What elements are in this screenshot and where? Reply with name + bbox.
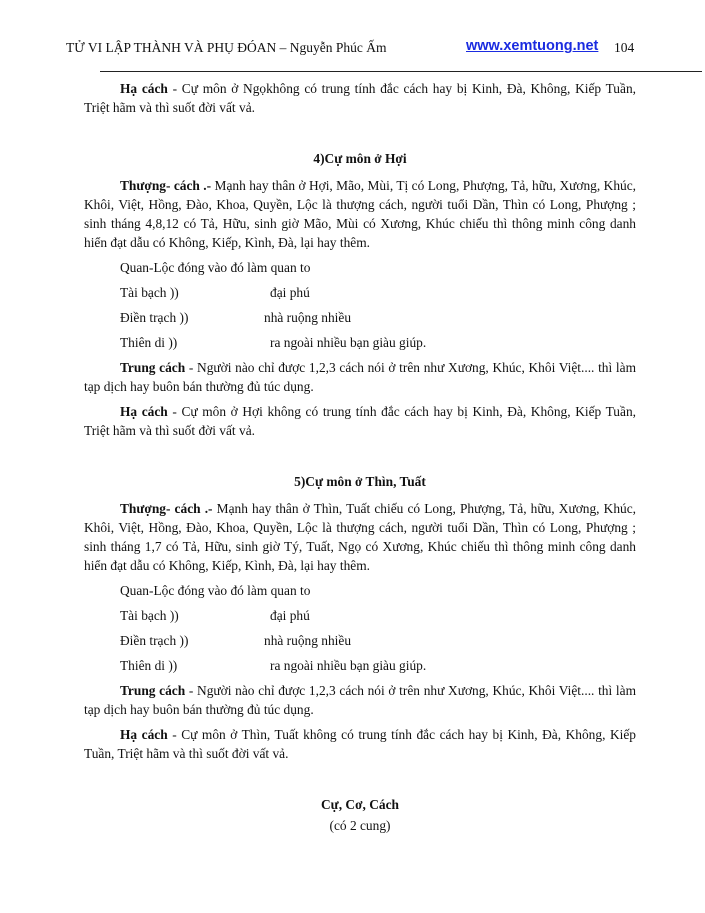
paragraph-lead: Thượng- cách .- [120,178,212,193]
list-item [120,333,636,352]
list-item [120,606,636,625]
list-item-value: ra ngoài nhiều bạn giàu giúp. [270,658,427,673]
list-item-label: Thiên di )) [120,335,178,350]
list-item-value: ra ngoài nhiều bạn giàu giúp. [270,335,427,350]
page-number: 104 [614,40,635,55]
list-item-value: đại phú [270,285,310,300]
list-item [120,308,636,327]
paragraph [84,79,636,117]
paragraph-text: Mạnh hay thân ở Thìn, Tuất chiếu có Long, Phượng, Tả, hữu, Xương, Khúc, Khôi, Việt, Hồng, Đào, Khoa, Quyền, Lộc là thượng cách, người tuổi Dần, Thìn có Long, Phượng ; sinh tháng 1,7 có Tả, Hữu, sinh giờ Tý, Tuất, Ngọ có Xương, Khúc chiếu thì thông minh công danh hiển đạt dẫu có Không, Kiếp, Kình, Đà, lại hay thêm. [84,501,637,573]
list-item-value: nhà ruộng nhiều [264,310,352,325]
page-header [48,40,648,62]
paragraph-lead: Thượng- cách .- [120,501,213,516]
document-body [84,79,636,835]
paragraph-lead: Hạ cách [120,81,168,96]
list-item-label: Điền trạch )) [120,310,189,325]
section-heading: Cự, Cơ, Cách [321,797,399,812]
paragraph-text: - Cự môn ở Hợi không có trung tính đắc cách hay bị Kinh, Đà, Không, Kiếp Tuần, Triệt hãm và thì suốt đời vất vả. [84,404,636,438]
header-divider [100,71,702,72]
paragraph-text: - Cự môn ở Ngọkhông có trung tính đắc cách hay bị Kinh, Đà, Không, Kiếp Tuần, Triệt hãm và thì suốt đời vất vả. [84,81,636,115]
paragraph-text: Mạnh hay thân ở Hợi, Mão, Mùi, Tị có Long, Phượng, Tả, hữu, Xương, Khúc, Khôi, Việt, Hồng, Đào, Khoa, Quyền, Lộc là thượng cách, người tuổi Dần, Thìn có Long, Phượng ; sinh tháng 4,8,12 có Tả, Hữu, sinh giờ Mão, Mùi có Xương, Khúc chiếu thì thông minh công danh hiển đạt dẫu có Không, Kiếp, Kình, Đà, lại hay thêm. [84,178,637,250]
paragraph [84,176,636,252]
document-title: TỬ VI LẬP THÀNH VÀ PHỤ ĐÓAN – Nguyễn Phúc Ấm [66,40,387,55]
list-item-label: Tài bạch )) [120,285,179,300]
section-heading: 4)Cự môn ở Hợi [313,151,407,166]
list-item-value: nhà ruộng nhiều [264,633,352,648]
paragraph-lead: Trung cách [120,360,186,375]
text-line: Quan-Lộc đóng vào đó làm quan to [120,583,311,598]
section-heading: 5)Cự môn ở Thìn, Tuất [294,474,426,489]
list-item-label: Thiên di )) [120,658,178,673]
paragraph-text: - Cự môn ở Thìn, Tuất không có trung tính đắc cách hay bị Kinh, Đà, Không, Kiếp Tuần, Triệt hãm và thì suốt đời vất vả. [84,727,636,761]
paragraph-text: - Người nào chỉ được 1,2,3 cách nói ở trên như Xương, Khúc, Khôi Việt.... thì làm tạp dịch hay buôn bán thường đủ túc dụng. [84,360,636,394]
list-item [120,283,636,302]
paragraph-lead: Hạ cách [120,404,168,419]
list-item-value: đại phú [270,608,310,623]
paragraph-text: - Người nào chỉ được 1,2,3 cách nói ở trên như Xương, Khúc, Khôi Việt.... thì làm tạp dịch hay buôn bán thường đủ túc dụng. [84,683,636,717]
paragraph [84,358,636,396]
paragraph-lead: Hạ cách [120,727,168,742]
text-line: Quan-Lộc đóng vào đó làm quan to [120,260,311,275]
paragraph-lead: Trung cách [120,683,186,698]
paragraph [84,681,636,719]
paragraph [84,402,636,440]
paragraph [84,725,636,763]
list-item [120,656,636,675]
section-subheading: (có 2 cung) [329,818,391,833]
paragraph [84,499,636,575]
list-item-label: Điền trạch )) [120,633,189,648]
list-item [120,631,636,650]
website-link[interactable]: www.xemtuong.net [466,38,599,54]
list-item-label: Tài bạch )) [120,608,179,623]
